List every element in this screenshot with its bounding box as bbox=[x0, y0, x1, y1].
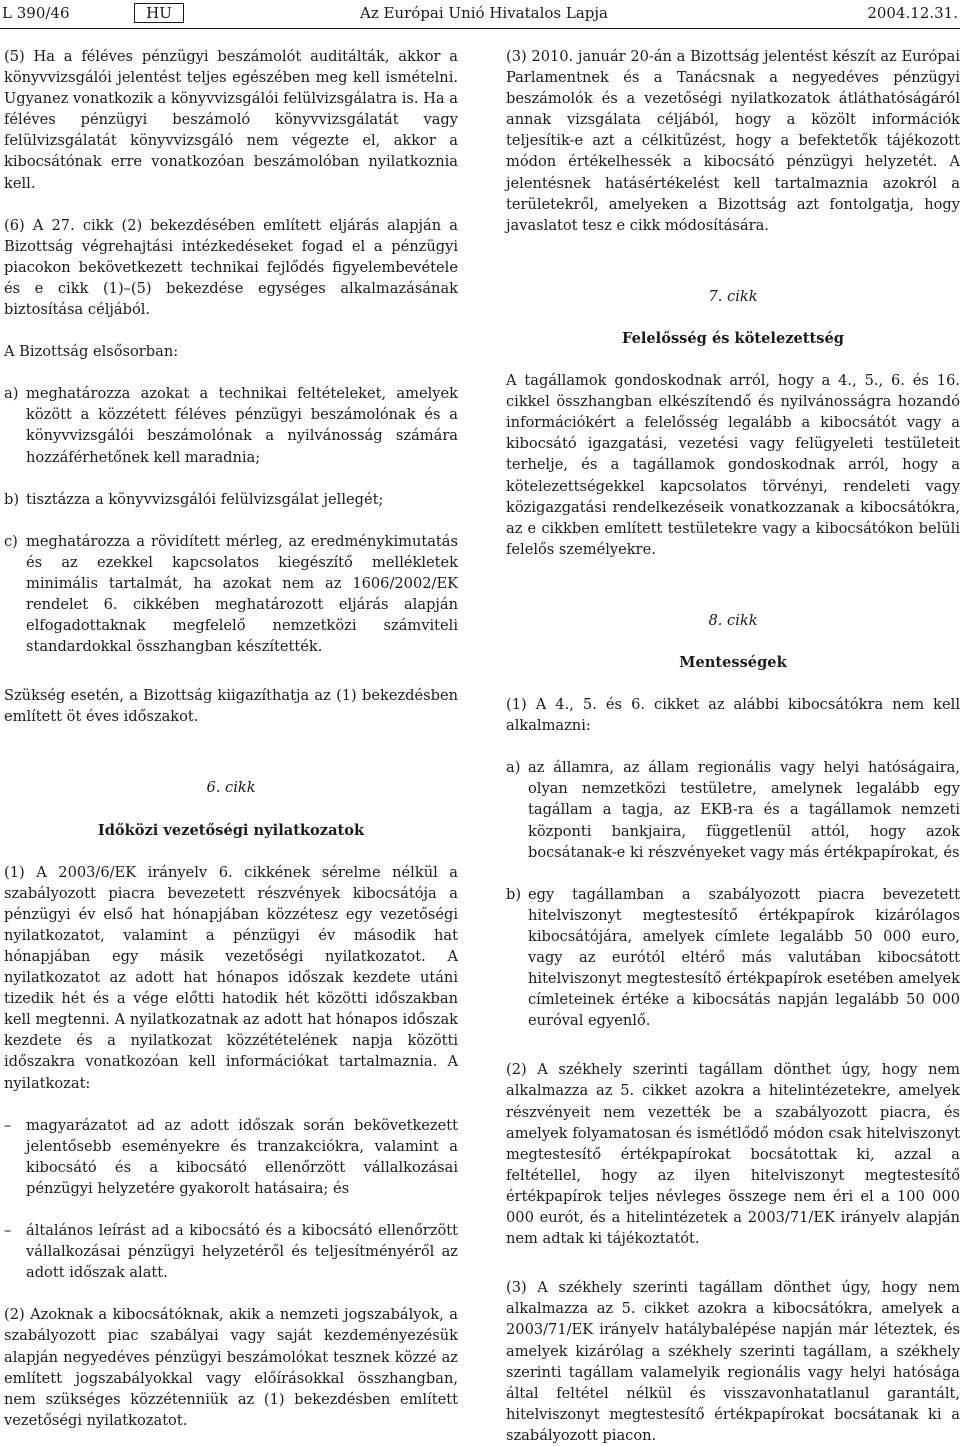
list-marker: a) bbox=[4, 385, 19, 403]
adjustment-paragraph: Szükség esetén, a Bizottság kiigazíthatja az (1) bekezdésben említett öt éves időszakot. bbox=[4, 687, 458, 726]
exemption-item-a bbox=[506, 757, 960, 862]
article-8-title: Mentességek bbox=[679, 653, 787, 671]
list-marker: a) bbox=[506, 759, 521, 777]
list-item-b bbox=[4, 489, 458, 510]
article-8-paragraph-3: (3) A székhely szerinti tagállam dönthet úgy, hogy nem alkalmazza az 5. cikket azokra a kibocsátókra, amelyek a 2003/71/EK irányelv hatálybalépése napján már léteztek, és amelyek kizárólag a székhely szerinti tagállam, a székhely szerinti tagállam valamelyik regionális vagy helyi hatósága által feltétel nélkül és visszavonhatatlanul garantált, hitelviszonyt megtestesítő értékpapírokat bocsátanak ki a szabályozott piacon. bbox=[506, 1279, 960, 1444]
commission-intro: A Bizottság elsősorban: bbox=[4, 343, 179, 361]
paragraph-5: (5) Ha a féléves pénzügyi beszámolót auditálták, akkor a könyvvizsgálói jelentést teljes egészében meg kell ismételni. Ugyanez vonatkozik a könyvvizsgálói felülvizsgálatra is. Ha a féléves pénzügyi beszámoló könyvvizsgálatát vagy felülvizsgálatát könyvvizsgáló nem végezte el, akkor a kibocsátónak erre vonatkozóan beszámolóban nyilatkoznia kell. bbox=[4, 48, 458, 192]
list-marker: c) bbox=[4, 532, 18, 550]
dash-text: magyarázatot ad az adott időszak során bekövetkezett jelentősebb eseményekre és tranzakciókra, valamint a kibocsátó és a kibocsátó ellenőrzött vállalkozásai pénzügyi helyzetére gyakorolt hatásaira; és bbox=[26, 1116, 458, 1197]
article-6-paragraph-2: (2) Azoknak a kibocsátóknak, akik a nemzeti jogszabályok, a szabályozott piac szabályai vagy saját kezdeményezésük alapján negyedéves pénzügyi beszámolókat tesznek közzé az említett jogszabályokkal vagy előírásokkal összhangban, nem szükséges közzétenniük az (1) bekezdésben említett vezetőségi nyilatkozatot. bbox=[4, 1306, 458, 1429]
page-number: L 390/46 bbox=[2, 4, 70, 22]
list-text: az államra, az állam regionális vagy helyi hatóságaira, olyan nemzetközi testületre, amelynek legalább egy tagállam a tagja, az EKB-ra és a tagállamok nemzeti központi bankjaira, függetlenül attól, hogy azok bocsátanak-e ki részvényeket vagy más értékpapírokat, és bbox=[528, 759, 960, 861]
language-badge: HU bbox=[134, 3, 184, 23]
right-column bbox=[506, 46, 960, 1446]
article-8-paragraph-2: (2) A székhely szerinti tagállam dönthet úgy, hogy nem alkalmazza az 5. cikket azokra a hitelintézetekre, amelyek részvényeit nem vezették be a szabályozott piacra, és amelyek folyamatosan és ismétlődő módon csak hitelviszonyt megtestesítő értékpapírokat bocsátottak ki, azzal a feltétellel, hogy az ilyen hitelviszonyt megtestesítő értékpapírok teljes névleges összege nem éri el a 100 000 000 eurót, és a hitelintézetek a 2003/71/EK irányelv alapján nem adtak ki tájékoztatót. bbox=[506, 1061, 960, 1248]
list-item-c bbox=[4, 531, 458, 658]
dash-item-1 bbox=[4, 1115, 458, 1199]
left-column bbox=[4, 46, 458, 1431]
article-6-paragraph-1: (1) A 2003/6/EK irányelv 6. cikkének sérelme nélkül a szabályozott piacra bevezetett részvények kibocsátója a pénzügyi év első hat hónapjában közzétesz egy vezetőségi nyilatkozatot, valamint a pénzügyi év második hat hónapjában egy másik vezetőségi nyilatkozatot. A nyilatkozatot az adott hat hónapos időszak kezdete utáni tizedik hét és a vége előtti hatodik hét közötti időszakban kell megtenni. A nyilatkozatnak az adott hat hónapos időszak kezdete és a nyilatkozat közzétételének napja közötti időszakra vonatkozóan kell információkat tartalmaznia. A nyilatkozat: bbox=[4, 863, 458, 1092]
dash-text: általános leírást ad a kibocsátó és a kibocsátó ellenőrzött vállalkozásai pénzügyi helyzetéről és teljesítményéről az adott időszak alatt. bbox=[26, 1222, 458, 1282]
article-7-number: 7. cikk bbox=[708, 287, 758, 305]
paragraph-3: (3) 2010. január 20-án a Bizottság jelentést készít az Európai Parlamentnek és a Tanácsnak a negyedéves pénzügyi beszámolók és a vezetőségi nyilatkozatok átláthatóságáról annak vizsgálata céljából, hogy a közölt információk teljesítik-e azt a célkitűzést, hogy a befektetők tájékozott módon értékelhessék a kibocsátó pénzügyi helyzetét. A jelentésnek hatásértékelést kell tartalmaznia azokról a területekről, amelyeken a Bizottság azt fontolgatja, hogy javaslatot tesz e cikk módosítására. bbox=[506, 48, 960, 234]
article-8-number: 8. cikk bbox=[708, 611, 758, 629]
article-6-title: Időközi vezetőségi nyilatkozatok bbox=[97, 821, 365, 839]
list-text: meghatározza a rövidített mérleg, az eredménykimutatás és az ezekkel kapcsolatos kiegészítő mellékletek minimális tartalmát, ha azokat nem az 1606/2002/EK rendelet 6. cikkében meghatározott eljárás alapján elfogadottaknak megfelelő nemzetközi számviteli standardokkal összhangban készítették. bbox=[26, 532, 458, 656]
list-text: egy tagállamban a szabályozott piacra bevezetett hitelviszonyt megtestesítő értékpapírok kizárólagos kibocsátójára, amelyek címlete legalább 50 000 euro, vagy az eurótól eltérő más valutában kibocsátott hitelviszonyt megtestesítő értékpapírok esetében amelyek címleteinek értéke a kibocsátás napján legalább 50 000 euróval egyenlő. bbox=[528, 885, 960, 1030]
list-marker: b) bbox=[4, 490, 20, 508]
page-header bbox=[0, 0, 960, 28]
article-7-title: Felelősség és kötelezettség bbox=[622, 329, 844, 347]
dash-marker: – bbox=[4, 1116, 12, 1134]
paragraph-6: (6) A 27. cikk (2) bekezdésében említett eljárás alapján a Bizottság végrehajtási intézkedéseket fogad el a pénzügyi piacokon bekövetkezett technikai fejlődés figyelembevétele és e cikk (1)–(5) bekezdése egységes alkalmazásának biztosítása céljából. bbox=[4, 216, 458, 319]
list-item-a bbox=[4, 383, 458, 467]
article-7-text: A tagállamok gondoskodnak arról, hogy a 4., 5., 6. és 16. cikkel összhangban elkészítendő és nyilvánosságra hozandó információkért a felelősség legalább a kibocsátót vagy a kibocsátó igazgatási, vezetési vagy felügyeleti testületeit terhelje, és a tagállamok gondoskodnak arról, hogy a kötelezettségekkel kapcsolatos törvényi, rendeleti vagy közigazgatási rendelkezéseik vonatkozzanak a kibocsátókra, az e cikkben említett testületekre vagy a kibocsátókon belüli felelős személyekre. bbox=[506, 372, 960, 558]
dash-item-2 bbox=[4, 1220, 458, 1283]
dash-marker: – bbox=[4, 1222, 12, 1240]
header-rule bbox=[0, 28, 960, 29]
exemption-item-b bbox=[506, 884, 960, 1032]
journal-title: Az Európai Unió Hivatalos Lapja bbox=[360, 4, 608, 22]
article-6-number: 6. cikk bbox=[206, 779, 256, 797]
publication-date: 2004.12.31. bbox=[867, 4, 958, 22]
article-8-paragraph-1: (1) A 4., 5. és 6. cikket az alábbi kibocsátókra nem kell alkalmazni: bbox=[506, 696, 960, 735]
list-text: tisztázza a könyvvizsgálói felülvizsgálat jellegét; bbox=[26, 490, 384, 508]
list-marker: b) bbox=[506, 885, 522, 903]
list-text: meghatározza azokat a technikai feltételeket, amelyek között a közzétett féléves pénzügyi beszámolónak és a könyvvizsgálói beszámolónak a nyilvánosság számára hozzáférhetőnek kell maradnia; bbox=[26, 385, 458, 466]
